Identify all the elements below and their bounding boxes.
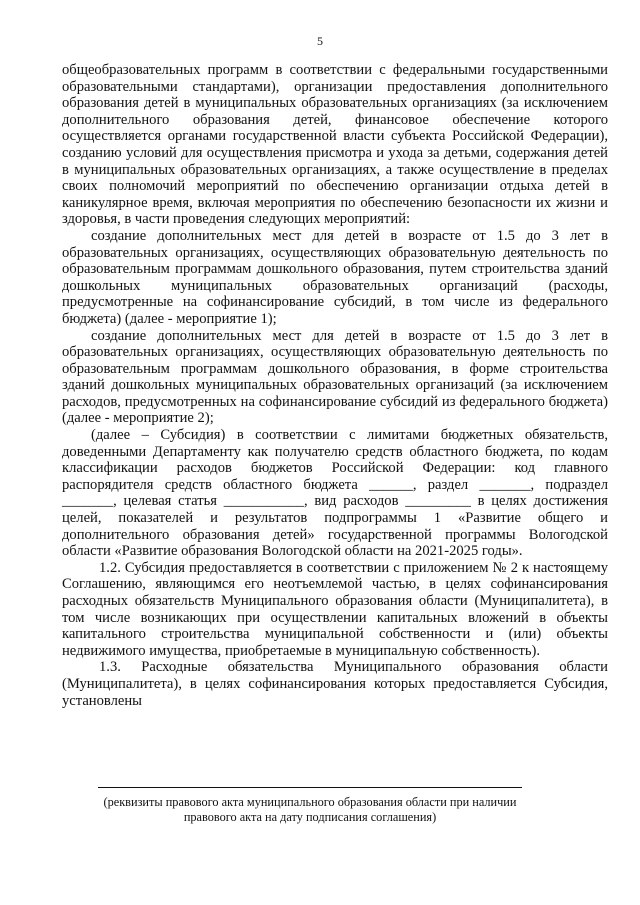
footnote-divider bbox=[98, 787, 522, 788]
paragraph-clause-1-2: 1.2. Субсидия предоставляется в соответствии с приложением № 2 к настоящему Соглашению, являющимся его неотъемлемой частью, в целях софинансирования расходных обязательств Муниципального образования области (Муниципалитета), в том числе возникающих при осуществлении капитальных вложений в объекты капитального строительства муниципальной собственности и (или) объекты недвижимого имущества, приобретаемые в муниципальную собственность). bbox=[62, 559, 608, 659]
paragraph-measure-1: создание дополнительных мест для детей в возрасте от 1.5 до 3 лет в образовательных организациях, осуществляющих образовательную деятельность по образовательным программам дошкольного образования, путем строительства зданий дошкольных муниципальных образовательных организаций (расходы, предусмотренные на софинансирование субсидий, в том числе из федерального бюджета) (далее - мероприятие 1); bbox=[62, 227, 608, 327]
paragraph-subsidy-definition: (далее – Субсидия) в соответствии с лимитами бюджетных обязательств, доведенными Департаменту как получателю средств областного бюджета, по кодам классификации расходов бюджетов Российской Федерации: код главного распорядителя средств областного бюджета ______, раздел _______, подраздел _______, целевая статья ___________, вид расходов _________ в целях достижения целей, показателей и результатов подпрограммы 1 «Развитие общего и дополнительного образования детей» государственной программы Вологодской области «Развитие образования Вологодской области на 2021-2025 годы». bbox=[62, 427, 608, 560]
footnote-caption: (реквизиты правового акта муниципального образования области при наличии правового акта на дату подписания соглашения) bbox=[103, 795, 517, 824]
page-number: 5 bbox=[317, 34, 323, 48]
paragraph-continuation: общеобразовательных программ в соответствии с федеральными государственными образовательными стандартами), организации предоставления дополнительного образования детей в муниципальных образовательных организациях (за исключением дополнительного образования детей, финансовое обеспечение которого осуществляется органами государственной власти субъекта Российской Федерации), созданию условий для осуществления присмотра и ухода за детьми, содержания детей в муниципальных образовательных организациях, а также осуществление в пределах своих полномочий мероприятий по обеспечению организации отдыха детей в каникулярное время, включая мероприятия по обеспечению безопасности их жизни и здоровья, в части проведения следующих мероприятий: bbox=[62, 62, 608, 228]
document-body bbox=[62, 62, 608, 709]
paragraph-measure-2: создание дополнительных мест для детей в возрасте от 1.5 до 3 лет в образовательных организациях, осуществляющих образовательную деятельность по образовательным программам дошкольного образования, в форме строительства зданий дошкольных муниципальных образовательных организаций (за исключением расходов, предусмотренных на софинансирование субсидий из федерального бюджета) (далее - мероприятие 2); bbox=[62, 327, 608, 427]
paragraph-clause-1-3: 1.3. Расходные обязательства Муниципального образования области (Муниципалитета), в целях софинансирования которых предоставляется Субсидия, установлены bbox=[62, 659, 608, 709]
